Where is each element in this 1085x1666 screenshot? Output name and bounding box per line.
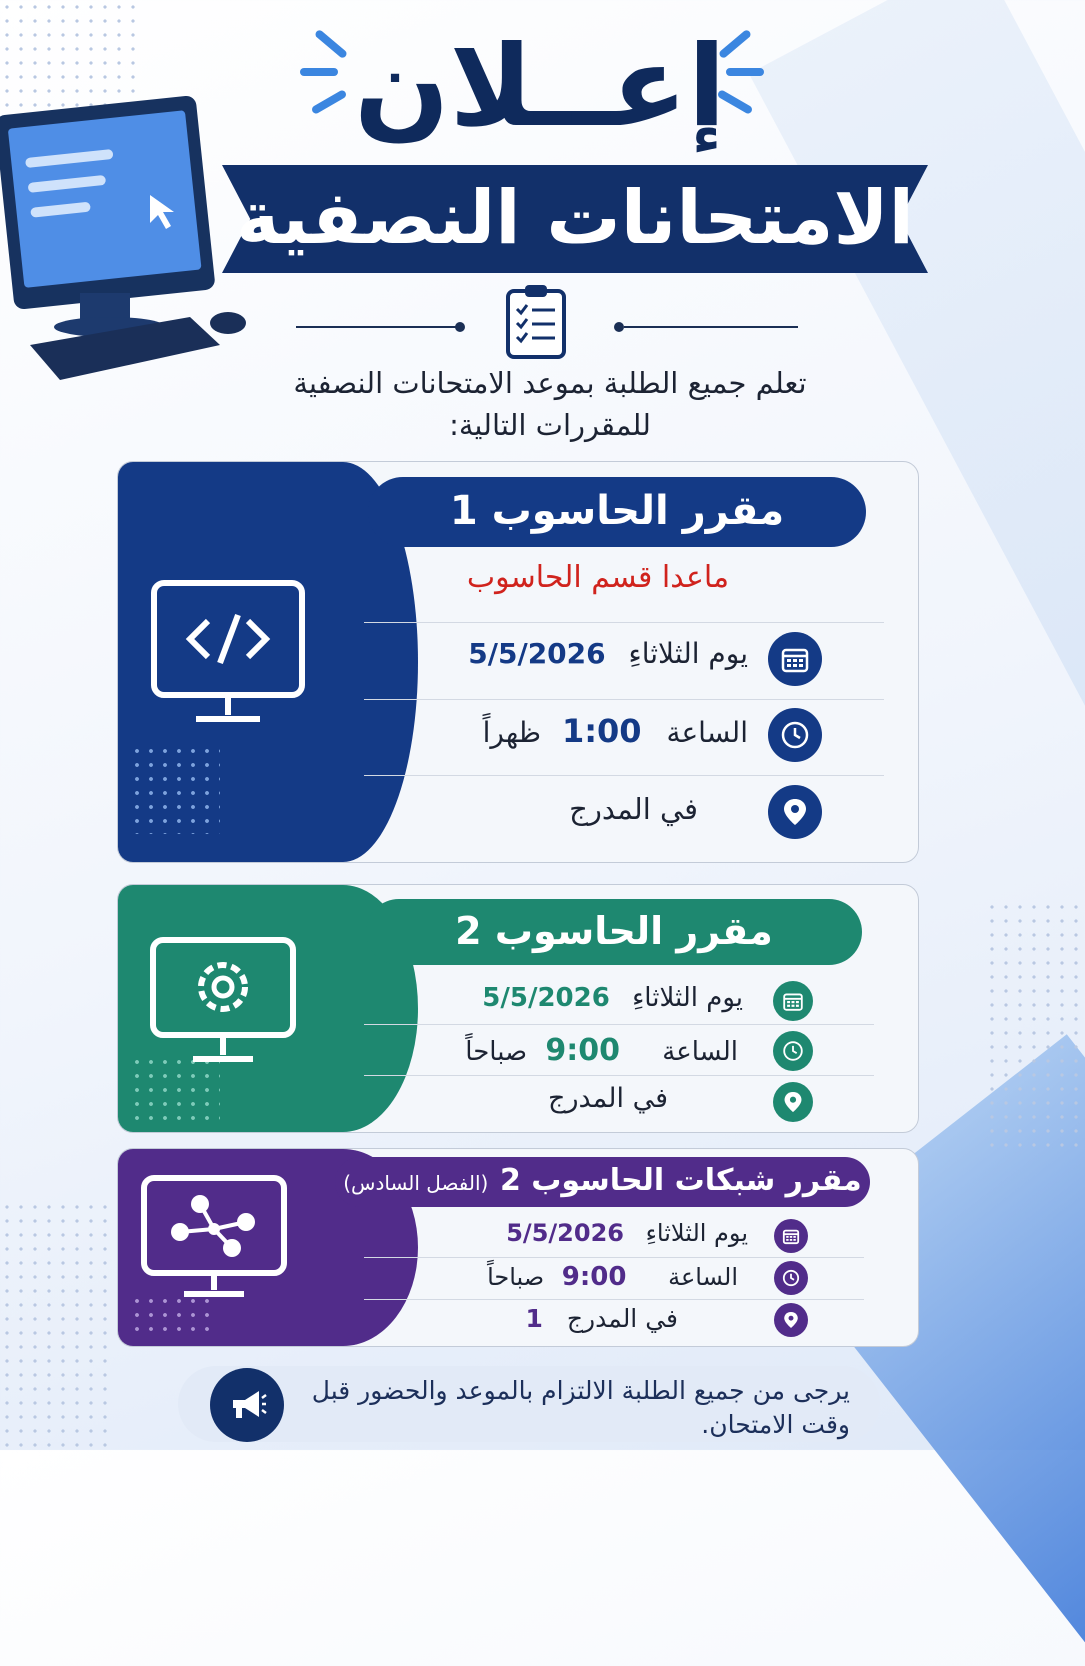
day-label: يوم الثلاثاءِ — [645, 1219, 748, 1247]
time-period: ظهراً — [482, 716, 542, 749]
dot-pattern — [0, 1200, 110, 1450]
card-3-location: في المدرج — [566, 1304, 678, 1333]
calendar-icon — [774, 1219, 808, 1253]
divider-dot — [614, 322, 624, 332]
course-card-2 — [117, 884, 919, 1133]
computer-illustration — [0, 95, 260, 395]
clock-icon — [774, 1261, 808, 1295]
divider-left — [296, 326, 456, 328]
card-1-note: ماعدا قسم الحاسوب — [466, 560, 730, 595]
calendar-icon — [768, 632, 822, 686]
separator — [364, 1024, 874, 1025]
exam-time: 1:00 — [561, 712, 642, 750]
day-label: يوم الثلاثاءِ — [628, 637, 748, 670]
card-1-title: مقرر الحاسوب 1 — [368, 477, 866, 547]
time-label: الساعة — [666, 716, 748, 749]
gear-monitor-icon — [148, 935, 298, 1070]
network-monitor-icon — [140, 1174, 290, 1304]
card-2-title: مقرر الحاسوب 2 — [366, 899, 862, 965]
time-period: صباحاً — [487, 1263, 545, 1291]
card-2-date-row — [378, 983, 743, 1013]
card-3-title — [335, 1157, 870, 1207]
code-monitor-icon — [148, 577, 308, 727]
time-label: الساعة — [662, 1037, 738, 1067]
megaphone-icon — [210, 1368, 284, 1442]
location-pin-icon — [768, 785, 822, 839]
divider-right — [624, 326, 798, 328]
exam-date: 5/5/2026 — [468, 637, 606, 670]
hall-number: 1 — [525, 1304, 543, 1333]
clock-icon — [768, 708, 822, 762]
course-card-1 — [117, 461, 919, 863]
banner-title: الامتحانات النصفية — [236, 175, 914, 261]
card-3-title-main: مقرر شبكات الحاسوب 2 — [499, 1163, 862, 1198]
exam-time: 9:00 — [545, 1033, 621, 1068]
time-label: الساعة — [668, 1263, 738, 1291]
intro-line-2: للمقررات التالية: — [449, 408, 651, 442]
separator — [364, 699, 884, 700]
location-pin-icon — [773, 1082, 813, 1122]
separator — [364, 1257, 864, 1258]
card-3-title-sub: (الفصل السادس) — [343, 1171, 489, 1195]
course-card-3 — [117, 1148, 919, 1347]
page-title: إعــلان — [353, 22, 727, 152]
dot-pattern — [985, 900, 1085, 1150]
exam-date: 5/5/2026 — [506, 1219, 624, 1247]
divider-dot — [455, 322, 465, 332]
intro-text — [250, 362, 850, 446]
clock-icon — [773, 1031, 813, 1071]
card-1-date-row — [378, 637, 748, 670]
separator — [364, 1075, 874, 1076]
card-2-time-row — [378, 1033, 738, 1068]
intro-line-1: تعلم جميع الطلبة بموعد الامتحانات النصفية — [293, 366, 807, 400]
dot-pattern — [130, 744, 220, 834]
card-3-date-row — [398, 1219, 748, 1247]
clipboard-icon — [505, 283, 567, 361]
time-period: صباحاً — [465, 1037, 528, 1067]
location-pin-icon — [774, 1303, 808, 1337]
calendar-icon — [773, 981, 813, 1021]
exam-time: 9:00 — [561, 1262, 627, 1292]
separator — [364, 622, 884, 623]
card-1-location: في المدرج — [569, 792, 698, 826]
separator — [364, 1299, 864, 1300]
card-3-location-row — [418, 1304, 678, 1333]
card-1-time-row — [378, 712, 748, 750]
day-label: يوم الثلاثاءِ — [632, 983, 743, 1013]
card-3-time-row — [398, 1262, 738, 1292]
card-2-location: في المدرج — [548, 1083, 668, 1114]
footer-note: يرجى من جميع الطلبة الالتزام بالموعد والحضور قبل وقت الامتحان. — [311, 1376, 850, 1439]
separator — [364, 775, 884, 776]
exam-date: 5/5/2026 — [482, 983, 610, 1013]
